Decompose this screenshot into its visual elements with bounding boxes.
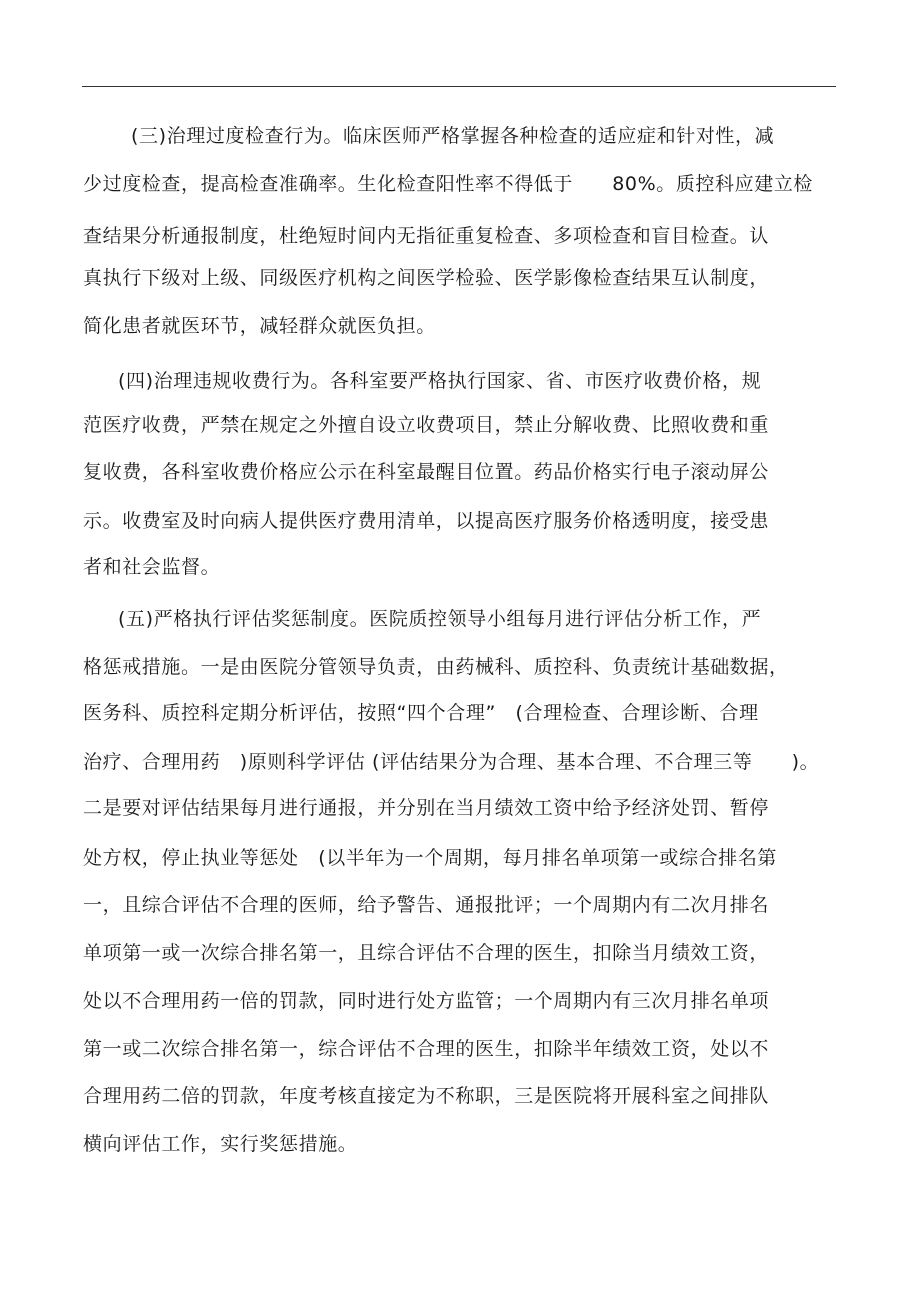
para-5-line-12: 横向评估工作，实行奖惩措施。 [83, 1133, 358, 1155]
para-5-line-2: 格惩戒措施。一是由医院分管领导负责，由药械科、质控科、负责统计基础数据， [83, 656, 789, 678]
para-3-line-1: (三)治理过度检查行为。临床医师严格掌握各种检查的适应症和针对性，减 [131, 125, 775, 147]
para-5-line-4: 治疗、合理用药 )原则科学评估 (评估结果分为合理、基本合理、不合理三等 )。 [83, 751, 820, 773]
para-3-line-3: 查结果分析通报制度，杜绝短时间内无指征重复检查、多项检查和盲目检查。认 [83, 225, 770, 247]
para-4-line-2: 范医疗收费，严禁在规定之外擅自设立收费项目，禁止分解收费、比照收费和重 [83, 414, 770, 436]
para-4-line-4: 示。收费室及时向病人提供医疗费用清单，以提高医疗服务价格透明度，接受患 [83, 510, 770, 532]
para-5-line-8: 单项第一或一次综合排名第一，且综合评估不合理的医生，扣除当月绩效工资， [83, 942, 770, 964]
para-5-line-6: 处方权，停止执业等惩处 (以半年为一个周期，每月排名单项第一或综合排名第 [83, 847, 778, 869]
para-5-line-11: 合理用药二倍的罚款，年度考核直接定为不称职，三是医院将开展科室之间排队 [83, 1085, 770, 1107]
para-4-line-3: 复收费，各科室收费价格应公示在科室最醒目位置。药品价格实行电子滚动屏公 [83, 461, 770, 483]
para-3-line-4: 真执行下级对上级、同级医疗机构之间医学检验、医学影像检查结果互认制度， [83, 267, 770, 289]
para-5-line-9: 处以不合理用药一倍的罚款，同时进行处方监管；一个周期内有三次月排名单项 [83, 990, 770, 1012]
para-3-line-2: 少过度检查，提高检查准确率。生化检查阳性率不得低于 80%。质控科应建立检 [83, 173, 814, 195]
header-rule [82, 86, 836, 87]
para-4-line-1: (四)治理违规收费行为。各科室要严格执行国家、省、市医疗收费价格，规 [118, 370, 762, 392]
para-5-line-7: 一，且综合评估不合理的医师，给予警告、通报批评；一个周期内有二次月排名 [83, 894, 770, 916]
para-5-line-1: (五)严格执行评估奖惩制度。医院质控领导小组每月进行评估分析工作，严 [118, 608, 762, 630]
para-5-line-5: 二是要对评估结果每月进行通报，并分别在当月绩效工资中给予经济处罚、暂停 [83, 797, 770, 819]
para-5-line-10: 第一或二次综合排名第一，综合评估不合理的医生，扣除半年绩效工资，处以不 [83, 1038, 770, 1060]
para-3-line-5: 简化患者就医环节，减轻群众就医负担。 [83, 315, 436, 337]
para-5-line-3: 医务科、质控科定期分析评估，按照“四个合理” (合理检查、合理诊断、合理 [83, 702, 759, 724]
para-4-line-5: 者和社会监督。 [83, 556, 221, 578]
